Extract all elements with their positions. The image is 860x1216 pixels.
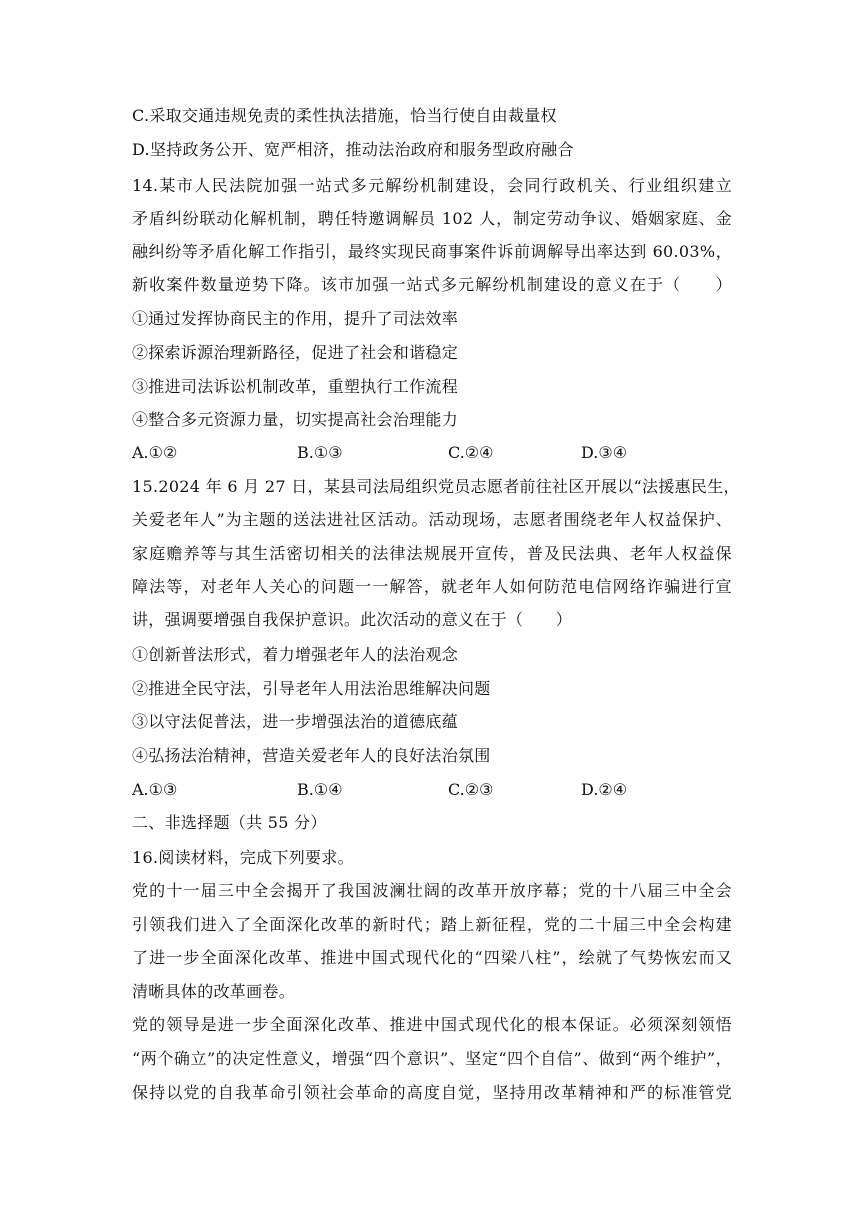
q14-stem-line: 14.某市人民法院加强一站式多元解纷机制建设，会同行政机关、行业组织建立	[132, 176, 732, 195]
q15-choice-b: B.①④	[297, 780, 343, 799]
q16-material-line: 保持以党的自我革命引领社会革命的高度自觉，坚持用改革精神和严的标准管党	[132, 1083, 732, 1102]
q16-material-line: 了进一步全面深化改革、推进中国式现代化的“四梁八柱”，绘就了气势恢宏而又	[132, 948, 732, 967]
q16-material-line: 党的十一届三中全会揭开了我国波澜壮阔的改革开放序幕；党的十八届三中全会	[132, 881, 732, 900]
section-heading: 二、非选择题（共 55 分）	[132, 813, 327, 832]
q15-choice-d: D.②④	[581, 780, 628, 799]
q14-choice-a: A.①②	[132, 443, 178, 462]
q14-choice-c: C.②④	[448, 443, 494, 462]
q15-choice-a: A.①③	[132, 780, 178, 799]
q14-statement: ③推进司法诉讼机制改革，重塑执行工作流程	[132, 377, 459, 396]
q15-stem-line: 关爱老年人”为主题的送法进社区活动。活动现场，志愿者围绕老年人权益保护、	[132, 510, 732, 529]
q14-stem-line: 矛盾纠纷联动化解机制，聘任特邀调解员 102 人，制定劳动争议、婚姻家庭、金	[132, 209, 732, 228]
q15-stem-line: 家庭赡养等与其生活密切相关的法律法规展开宣传，普及民法典、老年人权益保	[132, 544, 732, 563]
q14-statement: ②探索诉源治理新路径，促进了社会和谐稳定	[132, 343, 459, 362]
q16-material-line: 引领我们进入了全面深化改革的新时代；踏上新征程，党的二十届三中全会构建	[132, 915, 732, 934]
q15-statement: ④弘扬法治精神，营造关爱老年人的良好法治氛围	[132, 746, 491, 765]
q16-material-line: 清晰具体的改革画卷。	[132, 982, 296, 1001]
q14-statement: ④整合多元资源力量，切实提高社会治理能力	[132, 410, 459, 429]
q15-statement: ①创新普法形式，着力增强老年人的法治观念	[132, 645, 459, 664]
q15-statement: ②推进全民守法，引导老年人用法治思维解决问题	[132, 679, 491, 698]
q14-statement: ①通过发挥协商民主的作用，提升了司法效率	[132, 309, 459, 328]
q15-stem-line: 障法等，对老年人关心的问题一一解答，就老年人如何防范电信网络诈骗进行宣	[132, 577, 732, 596]
q16-material-line: 党的领导是进一步全面深化改革、推进中国式现代化的根本保证。必须深刻领悟	[132, 1015, 732, 1034]
q15-stem-line: 讲，强调要增强自我保护意识。此次活动的意义在于（ ）	[132, 610, 573, 629]
q15-stem-line: 15.2024 年 6 月 27 日，某县司法局组织党员志愿者前往社区开展以“法援惠民生，	[132, 477, 740, 496]
q14-choice-d: D.③④	[581, 443, 628, 462]
q14-stem-line: 新收案件数量逆势下降。该市加强一站式多元解纷机制建设的意义在于（ ）	[132, 275, 732, 294]
q14-choice-b: B.①③	[297, 443, 343, 462]
q15-statement: ③以守法促普法，进一步增强法治的道德底蕴	[132, 712, 459, 731]
q16-material-line: “两个确立”的决定性意义，增强“四个意识”、坚定“四个自信”、做到“两个维护”，	[132, 1049, 732, 1068]
q14-stem-line: 融纠纷等矛盾化解工作指引，最终实现民商事案件诉前调解导出率达到 60.03%，	[132, 242, 732, 261]
q16-prompt: 16.阅读材料，完成下列要求。	[132, 848, 354, 867]
q13-option-c: C.采取交通违规免责的柔性执法措施，恰当行使自由裁量权	[132, 106, 557, 125]
q15-choice-c: C.②③	[448, 780, 494, 799]
q13-option-d: D.坚持政务公开、宽严相济，推动法治政府和服务型政府融合	[132, 140, 574, 159]
